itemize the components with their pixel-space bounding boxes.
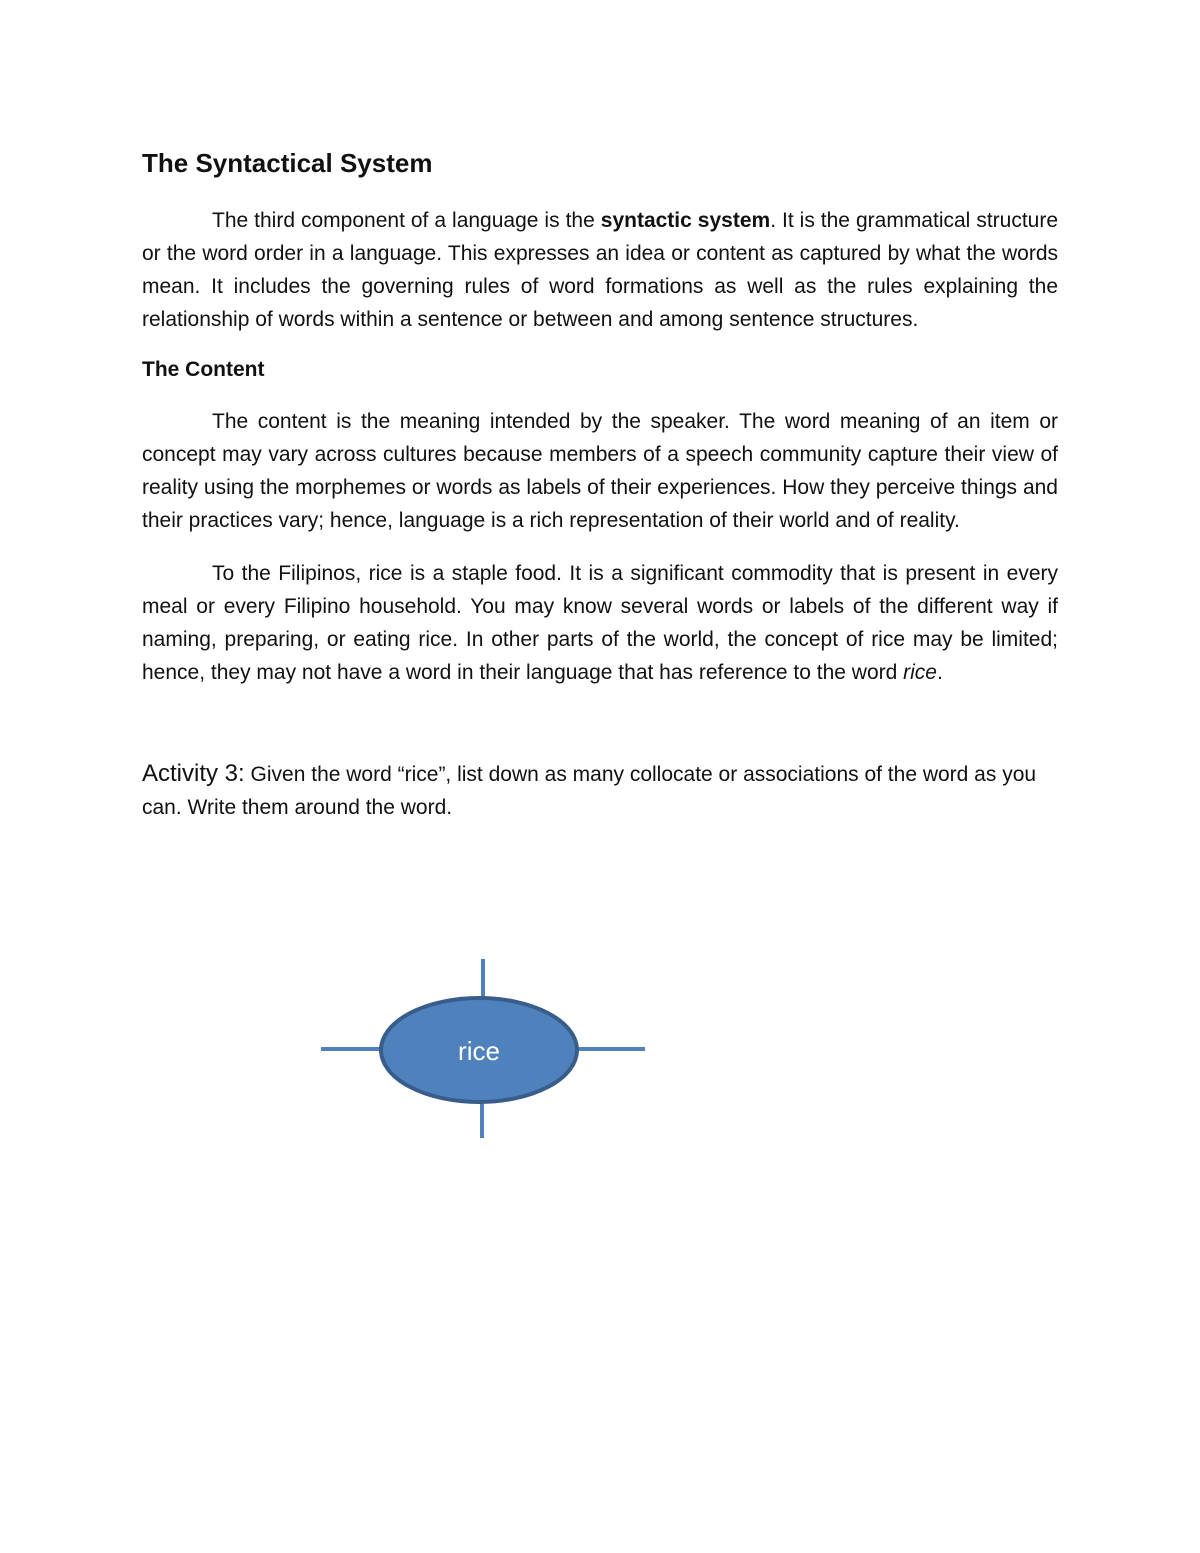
content-paragraph: The content is the meaning intended by the speaker. The word meaning of an item or concept may vary across cultures because members of a speech community capture their view of reality using the morphemes or words as labels of their experiences. How they perceive things and their practices vary; hence, language is a rich representation of their world and of reality. [142,410,1058,532]
rice-paragraph-period: . [936,661,943,684]
content-heading: The Content [142,358,265,381]
syntactic-system-text-end: . It is the grammatical structure or the word order in a language. This expresses an idea or content as captured by what the words mean. It includes the governing rules of word formations as well as the rules explaining the relationship of words within a sentence or between and among sentence structures. [142,209,1059,331]
page-title: The Syntactical System [142,148,433,178]
document-body [142,140,1058,824]
syntactic-system-term: syntactic system [600,209,771,232]
rice-italic-word: rice [903,661,937,684]
word-web-diagram [318,956,648,1140]
activity-label: Activity 3: [142,760,245,787]
rice-node-label: rice [458,1036,500,1066]
rice-paragraph [142,557,1058,689]
syntactic-system-text-start: The third component of a language is the [212,209,601,232]
activity-instruction [142,757,1058,824]
syntactic-system-paragraph [142,204,1058,336]
activity-text: Given the word “rice”, list down as many collocate or associations of the word as you can. Write them around the word. [142,763,1037,819]
word-web-svg [318,956,648,1140]
rice-paragraph-text: To the Filipinos, rice is a staple food. It is a significant commodity that is present in every meal or every Filipino household. You may know several words or labels of the different way if naming, preparing, or eating rice. In other parts of the world, the concept of rice may be limited; hence, they may not have a word in their language that has reference to the word [142,562,1058,684]
